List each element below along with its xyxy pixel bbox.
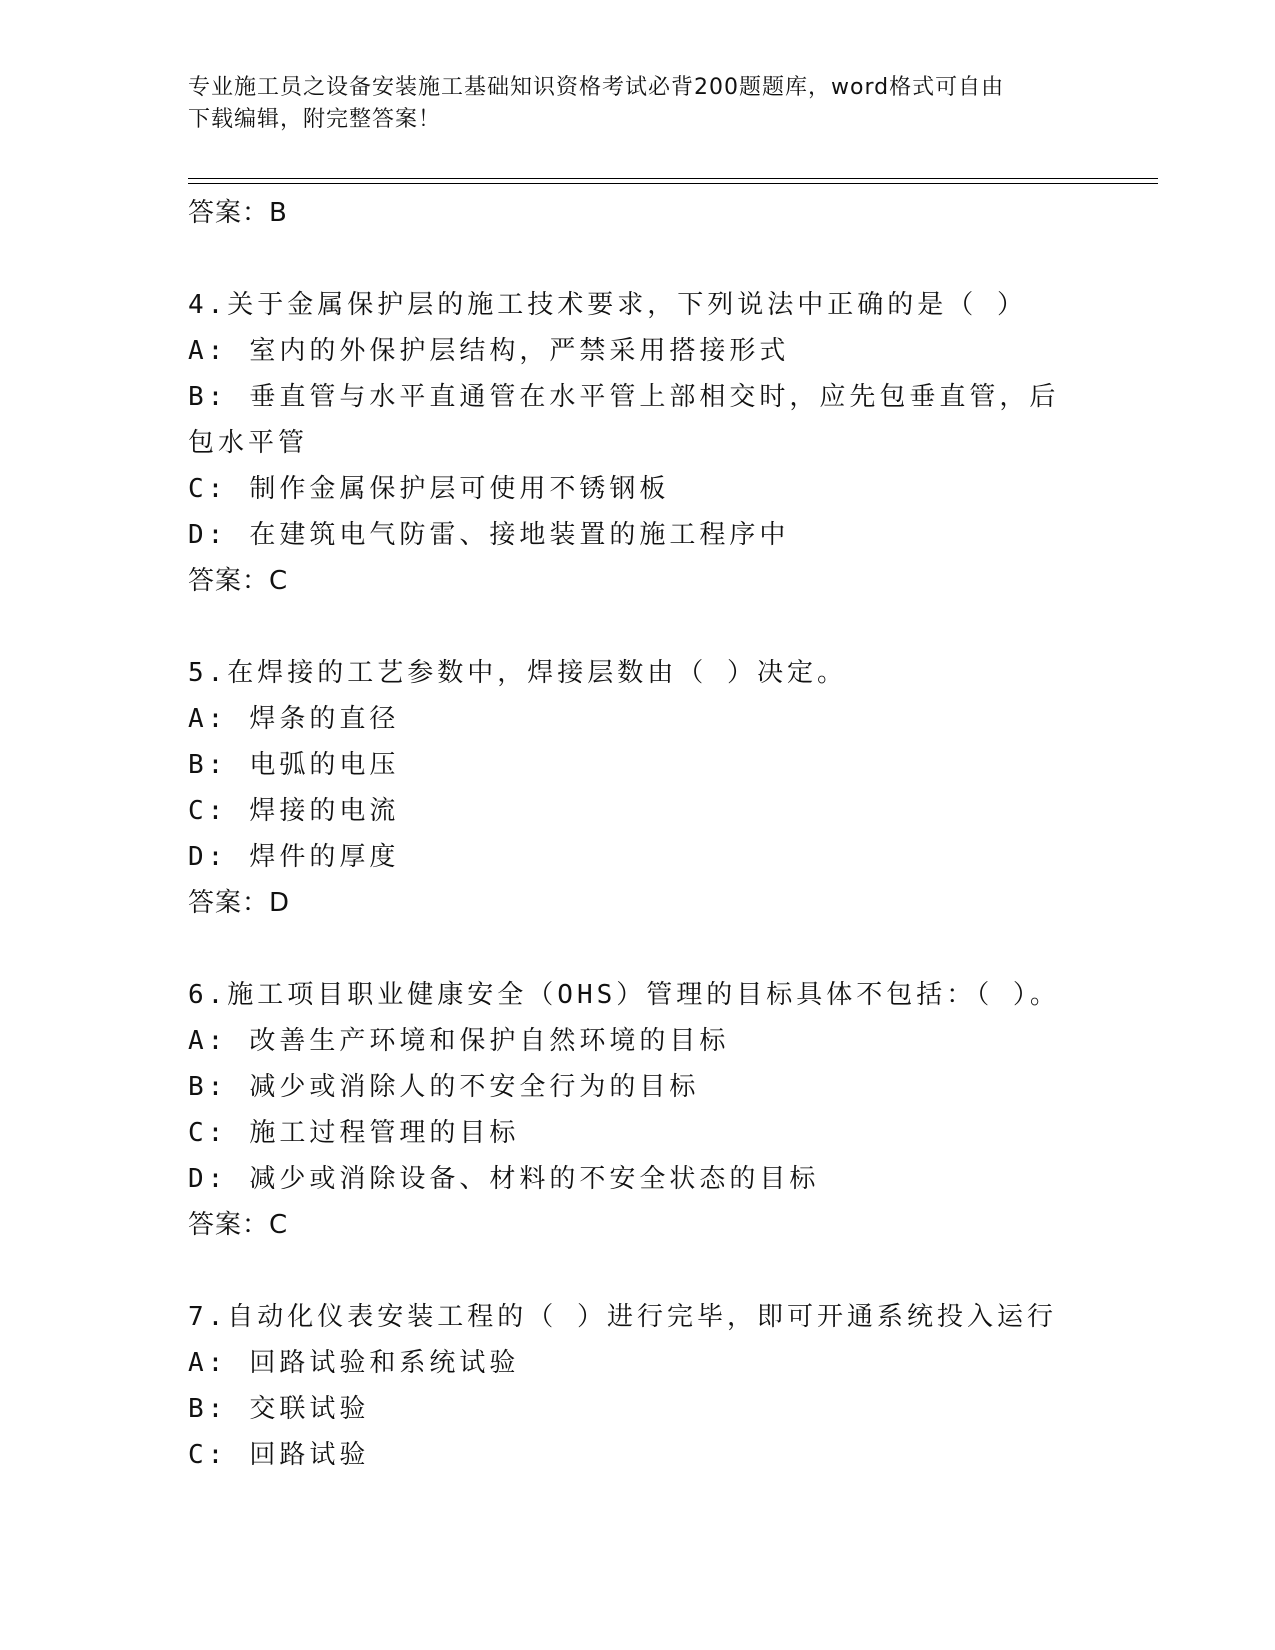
option-letter: A: [188,336,228,366]
option-text: 焊条的直径 [249,704,400,734]
option-text: 回路试验和系统试验 [249,1348,520,1378]
question-text: 5.在焊接的工艺参数中，焊接层数由（ ）决定。 [188,658,847,688]
option-letter: C: [188,474,228,504]
option-text: 施工过程管理的目标 [249,1118,520,1148]
question-6 [188,972,1088,1248]
spacer [188,604,1088,650]
option-letter: A: [188,1026,228,1056]
header-rule-bottom [188,183,1158,184]
option-a [188,1018,1088,1064]
option-a [188,696,1088,742]
option-text: 回路试验 [249,1440,370,1470]
option-letter: A: [188,704,228,734]
option-d [188,512,1088,558]
question-text: 6.施工项目职业健康安全（OHS）管理的目标具体不包括：（ ）。 [188,980,1060,1010]
option-letter: C: [188,1440,228,1470]
option-text: 焊接的电流 [249,796,400,826]
option-a [188,1340,1088,1386]
answer-prev-question: 答案：B [188,198,288,228]
header-rule-top [188,178,1158,179]
question-7 [188,1294,1088,1478]
header-line-1: 专业施工员之设备安装施工基础知识资格考试必背200题题库，word格式可自由 [188,75,1005,100]
answer: 答案：D [188,888,291,918]
option-text: 制作金属保护层可使用不锈钢板 [249,474,670,504]
option-letter: B: [188,382,228,412]
option-text: 减少或消除设备、材料的不安全状态的目标 [249,1164,820,1194]
option-text: 垂直管与水平直通管在水平管上部相交时，应先包垂直管，后包水平管 [188,382,1060,458]
document-body [188,190,1088,1478]
option-letter: C: [188,1118,228,1148]
option-b [188,1064,1088,1110]
spacer [188,1248,1088,1294]
answer: 答案：C [188,566,289,596]
header-line-2: 下载编辑，附完整答案！ [188,107,442,132]
question-text: 7.自动化仪表安装工程的（ ）进行完毕，即可开通系统投入运行 [188,1302,1057,1332]
question-text: 4.关于金属保护层的施工技术要求，下列说法中正确的是（ ） [188,290,1027,320]
option-c [188,466,1088,512]
option-d [188,1156,1088,1202]
option-text: 焊件的厚度 [249,842,400,872]
answer: 答案：C [188,1210,289,1240]
option-letter: A: [188,1348,228,1378]
question-4 [188,282,1088,604]
option-letter: D: [188,1164,228,1194]
question-5 [188,650,1088,926]
option-a [188,328,1088,374]
option-c [188,788,1088,834]
option-text: 在建筑电气防雷、接地装置的施工程序中 [249,520,790,550]
option-letter: D: [188,842,228,872]
option-b [188,374,1088,466]
option-b [188,742,1088,788]
option-text: 室内的外保护层结构，严禁采用搭接形式 [249,336,790,366]
option-b [188,1386,1088,1432]
spacer [188,236,1088,282]
spacer [188,926,1088,972]
option-text: 改善生产环境和保护自然环境的目标 [249,1026,730,1056]
option-text: 电弧的电压 [249,750,400,780]
option-d [188,834,1088,880]
option-letter: B: [188,750,228,780]
option-text: 减少或消除人的不安全行为的目标 [249,1072,700,1102]
option-text: 交联试验 [249,1394,370,1424]
option-letter: D: [188,520,228,550]
option-letter: B: [188,1072,228,1102]
option-letter: B: [188,1394,228,1424]
document-header [188,72,1078,136]
option-letter: C: [188,796,228,826]
option-c [188,1110,1088,1156]
option-c [188,1432,1088,1478]
